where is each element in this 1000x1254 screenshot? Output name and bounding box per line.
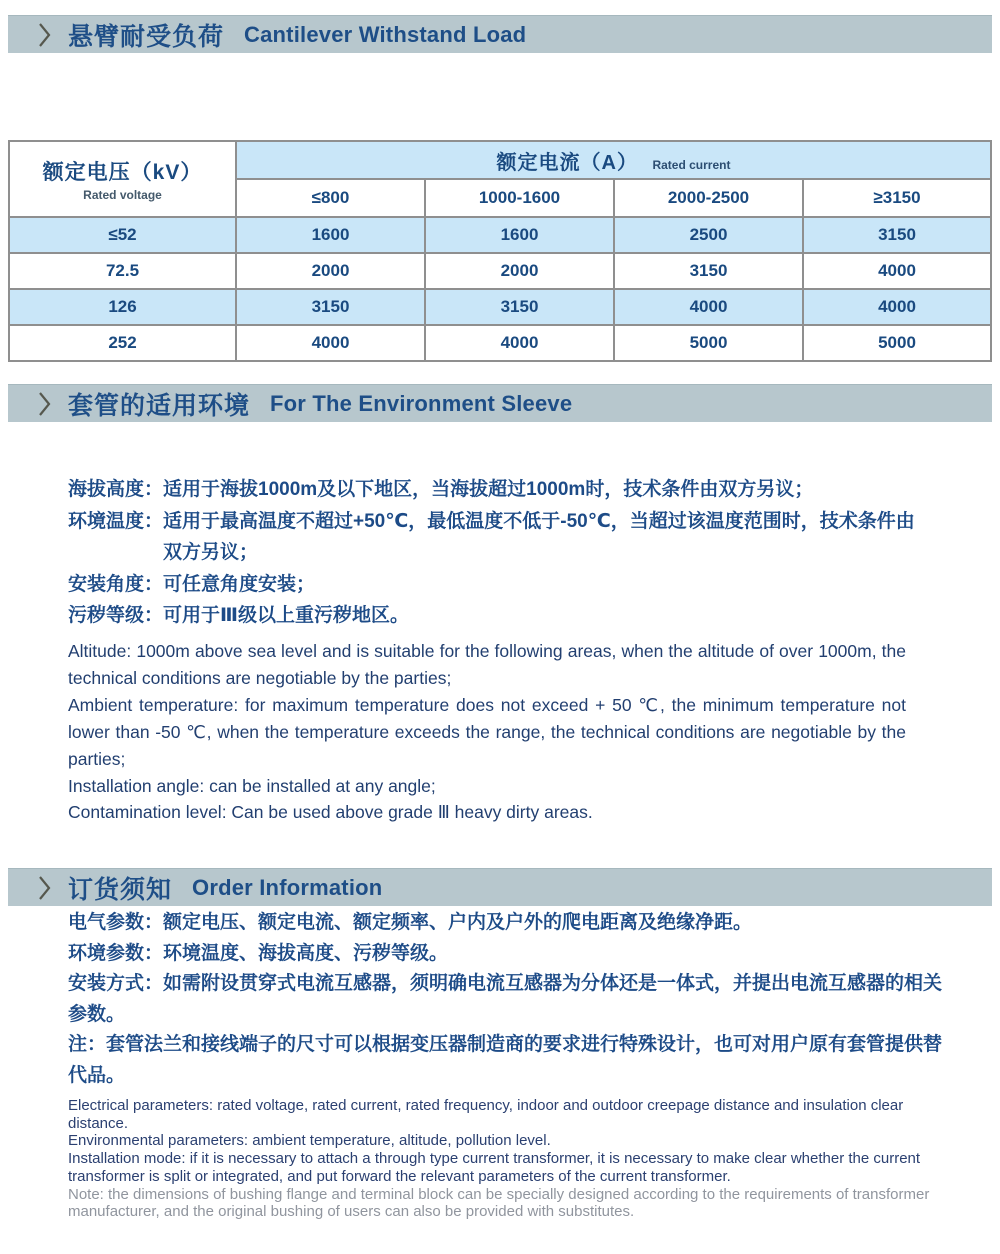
range-cell: ≤800 xyxy=(236,179,425,217)
range-cell: 2000-2500 xyxy=(614,179,803,217)
section-title-en: Order Information xyxy=(192,874,383,900)
table-cell: 5000 xyxy=(803,325,991,361)
table-cell: 4000 xyxy=(425,325,614,361)
section-title-zh: 悬臂耐受负荷 xyxy=(68,22,225,51)
current-header-cell xyxy=(236,141,991,179)
table-row xyxy=(9,325,991,361)
table-cell: 4000 xyxy=(614,289,803,325)
order-en-line: Electrical parameters: rated voltage, rated current, rated frequency, indoor and outdoor creepage distance and insulation clear distance. xyxy=(68,1097,904,1132)
env-en-line: Contamination level: Can be used above grade Ⅲ heavy dirty areas. xyxy=(68,802,593,823)
table-row xyxy=(9,217,991,253)
current-header-zh: 额定电流（A） xyxy=(496,151,638,174)
table-cell: 4000 xyxy=(803,289,991,325)
voltage-header-en: Rated voltage xyxy=(83,188,162,202)
order-en-line: Environmental parameters: ambient temperature, altitude, pollution level. xyxy=(68,1132,551,1150)
table-cell: 5000 xyxy=(614,325,803,361)
voltage-cell: ≤52 xyxy=(9,217,236,253)
table-cell: 4000 xyxy=(803,253,991,289)
table-cell: 1600 xyxy=(425,217,614,253)
table-cell: 2000 xyxy=(425,253,614,289)
order-zh-line: 注：套管法兰和接线端子的尺寸可以根据变压器制造商的要求进行特殊设计，也可对用户原有套管提供替代品。 xyxy=(68,1034,943,1086)
env-zh-line: 环境温度：适用于最高温度不超过+50℃，最低温度不低于-50℃，当超过该温度范围时，技术条件由双方另议； xyxy=(68,510,915,563)
table-cell: 2000 xyxy=(236,253,425,289)
table-cell: 4000 xyxy=(236,325,425,361)
table-cell: 3150 xyxy=(803,217,991,253)
env-zh-line: 海拔高度：适用于海拔1000m及以下地区，当海拔超过1000m时，技术条件由双方另议； xyxy=(68,479,814,500)
section-header-cantilever xyxy=(8,15,992,53)
table-row xyxy=(9,289,991,325)
table-cell: 3150 xyxy=(425,289,614,325)
order-en-line: Installation mode: if it is necessary to attach a through type current transformer, it is necessary to make clear whether the current transformer is split or integrated, and put forward the relevant parameters of the current transformer. xyxy=(68,1150,921,1185)
order-text-en xyxy=(68,1097,946,1221)
environment-text-en xyxy=(68,638,906,826)
order-zh-line: 电气参数：额定电压、额定电流、额定频率、户内及户外的爬电距离及绝缘净距。 xyxy=(68,912,753,933)
section-title-zh: 订货须知 xyxy=(68,875,173,904)
voltage-header-zh: 额定电压（kV） xyxy=(42,161,203,184)
order-zh-line: 安装方式：如需附设贯穿式电流互感器，须明确电流互感器为分体还是一体式，并提出电流互感器的相关参数。 xyxy=(68,973,943,1025)
env-en-line: Installation angle: can be installed at any angle; xyxy=(68,775,436,796)
section-header-environment xyxy=(8,384,992,422)
voltage-cell: 252 xyxy=(9,325,236,361)
order-zh-line: 环境参数：环境温度、海拔高度、污秽等级。 xyxy=(68,942,449,964)
table-cell: 3150 xyxy=(614,253,803,289)
table-row xyxy=(9,253,991,289)
voltage-cell: 72.5 xyxy=(9,253,236,289)
current-header-en: Rated current xyxy=(652,157,731,172)
voltage-header-cell xyxy=(9,141,236,217)
chevron-right-icon xyxy=(38,391,51,417)
env-en-line: Ambient temperature: for maximum temperature does not exceed + 50 ℃, the minimum temperature not lower than -50 ℃, when the temperature exceeds the range, the technical conditions are negotiable by the parties; xyxy=(68,694,906,769)
table-cell: 2500 xyxy=(614,217,803,253)
env-en-line: Altitude: 1000m above sea level and is suitable for the following areas, when the altitude of over 1000m, the technical conditions are negotiable by the parties; xyxy=(68,641,906,688)
environment-text-zh xyxy=(68,474,932,632)
order-note-en: Note: the dimensions of bushing flange and terminal block can be specially designed according to the requirements of transformer manufacturer, and the original bushing of users can also be provided with substitutes. xyxy=(68,1185,930,1221)
range-cell: 1000-1600 xyxy=(425,179,614,217)
section-header-order xyxy=(8,868,992,906)
range-cell: ≥3150 xyxy=(803,179,991,217)
chevron-right-icon xyxy=(38,22,51,48)
env-zh-line: 污秽等级：可用于Ⅲ级以上重污秽地区。 xyxy=(68,605,409,626)
table-cell: 1600 xyxy=(236,217,425,253)
order-text-zh xyxy=(68,908,942,1091)
section-title-en: For The Environment Sleeve xyxy=(270,390,573,416)
withstand-load-table xyxy=(8,140,992,362)
table-cell: 3150 xyxy=(236,289,425,325)
chevron-right-icon xyxy=(38,875,51,901)
section-title-en: Cantilever Withstand Load xyxy=(244,21,527,47)
env-zh-line: 安装角度：可任意角度安装； xyxy=(68,573,316,595)
section-title-zh: 套管的适用环境 xyxy=(68,391,251,420)
voltage-cell: 126 xyxy=(9,289,236,325)
